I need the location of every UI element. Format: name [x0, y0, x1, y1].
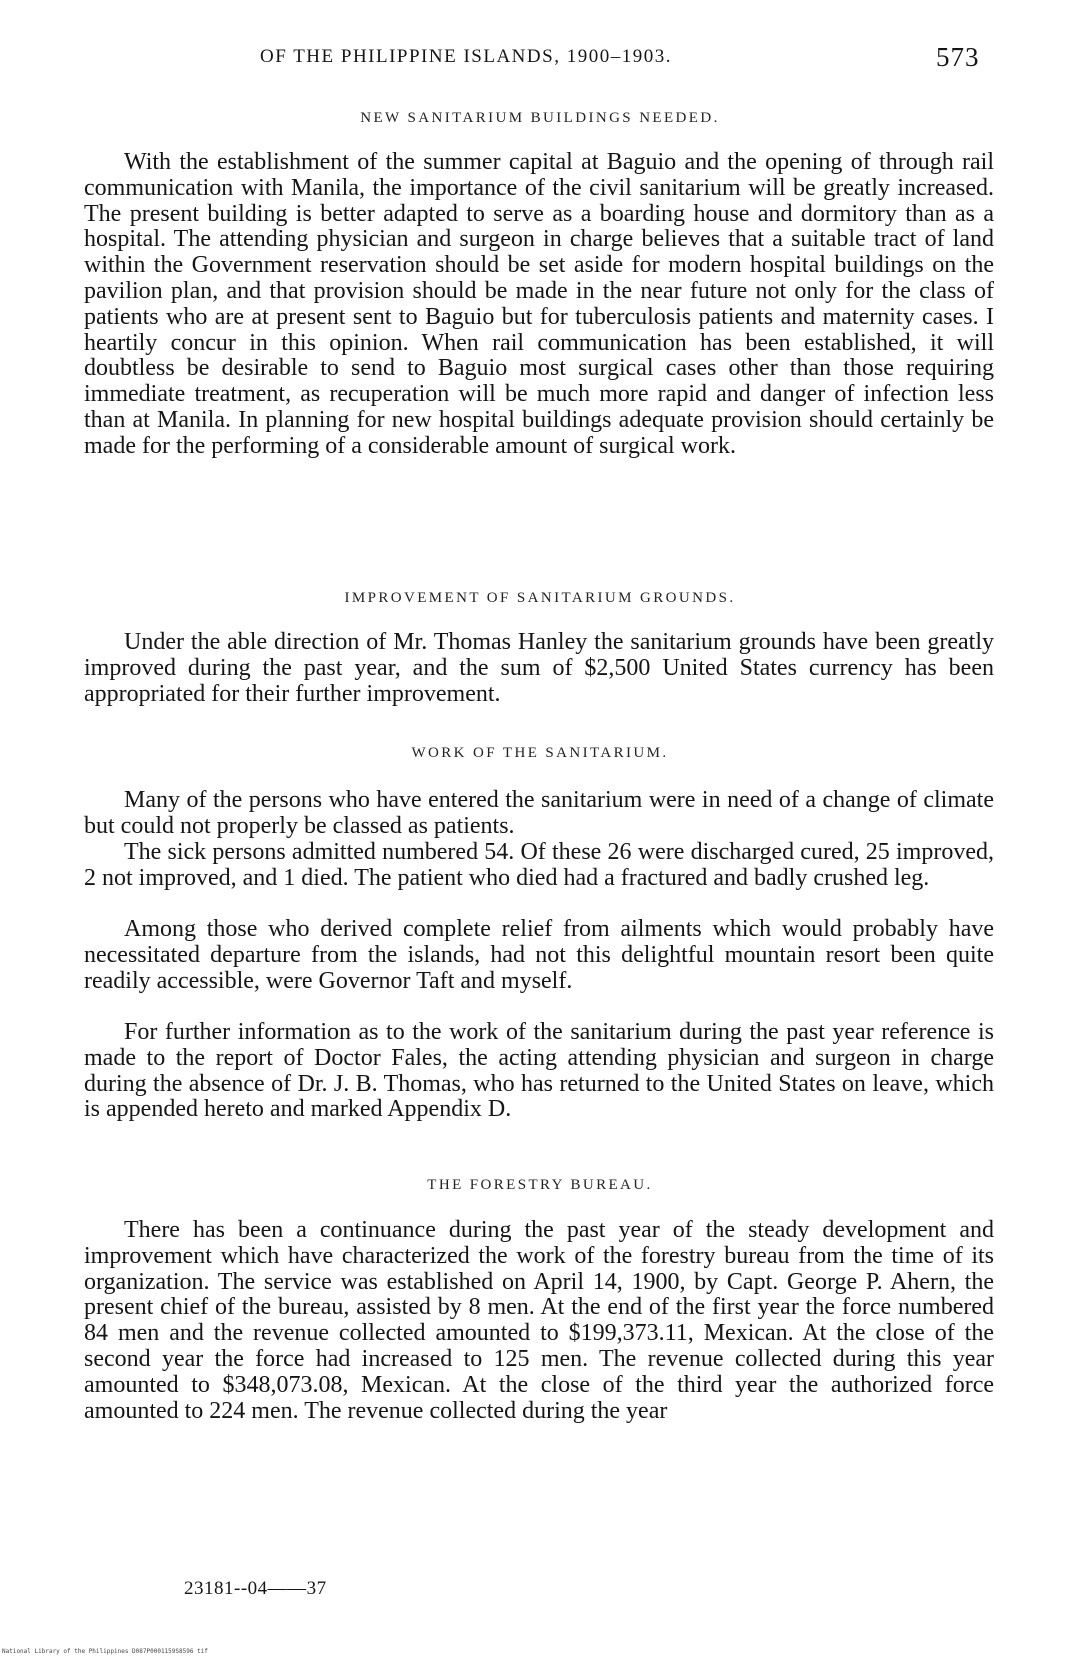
paragraph-work-of-sanitarium-4: For further information as to the work of the sanitarium during the past year reference is made to the report of Doctor Fales, the acting attending physician and surgeon in charge during the absence of Dr. J. B. Thomas, who has returned to the United States on leave, which is appended hereto and marked Appendix D. [84, 1019, 994, 1123]
paragraph-work-of-sanitarium-2: The sick persons admitted numbered 54. Of these 26 were discharged cured, 25 improved, 2 not improved, and 1 died. The patient who died had a fractured and badly crushed leg. [84, 839, 994, 891]
section-heading-new-sanitarium-buildings: NEW SANITARIUM BUILDINGS NEEDED. [360, 110, 720, 126]
paragraph-work-of-sanitarium-3: Among those who derived complete relief from ailments which would probably have necessitated departure from the islands, had not this delightful mountain resort been quite readily accessible, were Governor Taft and myself. [84, 916, 994, 994]
paragraph-improvement-of-grounds: Under the able direction of Mr. Thomas Hanley the sanitarium grounds have been greatly improved during the past year, and the sum of $2,500 United States currency has been appropriated for their further improvement. [84, 629, 994, 707]
running-head: OF THE PHILIPPINE ISLANDS, 1900–1903. [260, 46, 672, 67]
page-number: 573 [936, 42, 980, 72]
paragraph-forestry-bureau: There has been a continuance during the past year of the steady development and improvement which have characterized the work of the forestry bureau from the time of its organization. The service was established on April 14, 1900, by Capt. George P. Ahern, the present chief of the bureau, assisted by 8 men. At the end of the first year the force numbered 84 men and the revenue collected amounted to $199,373.11, Mexican. At the close of the second year the force had increased to 125 men. The revenue collected during this year amounted to $348,073.08, Mexican. At the close of the third year the authorized force amounted to 224 men. The revenue collected during the year [84, 1217, 994, 1424]
signature-code: 23181--04——37 [184, 1578, 327, 1599]
paragraph-new-sanitarium-buildings: With the establishment of the summer capital at Baguio and the opening of through rail communication with Manila, the importance of the civil sanitarium will be greatly increased. The present building is better adapted to serve as a boarding house and dormitory than as a hospital. The attending physician and surgeon in charge believes that a suitable tract of land within the Government reservation should be set aside for modern hospital buildings on the pavilion plan, and that provision should be made in the near future not only for the class of patients who are at present sent to Baguio but for tuberculosis patients and maternity cases. I heartily concur in this opinion. When rail communication has been established, it will doubtless be desirable to send to Baguio most surgical cases other than those requiring immediate treatment, as recuperation will be much more rapid and danger of infection less than at Manila. In planning for new hospital buildings adequate provision should certainly be made for the performing of a considerable amount of surgical work. [84, 149, 994, 459]
paragraph-work-of-sanitarium-1: Many of the persons who have entered the sanitarium were in need of a change of climate but could not properly be classed as patients. [84, 787, 994, 839]
section-heading-work-of-sanitarium: WORK OF THE SANITARIUM. [411, 745, 669, 761]
section-heading-improvement-of-grounds: IMPROVEMENT OF SANITARIUM GROUNDS. [344, 590, 736, 606]
section-heading-forestry-bureau: THE FORESTRY BUREAU. [427, 1177, 653, 1193]
scan-stamp: National Library of the Philippines D087P0001159S8596 tif [2, 1648, 208, 1655]
